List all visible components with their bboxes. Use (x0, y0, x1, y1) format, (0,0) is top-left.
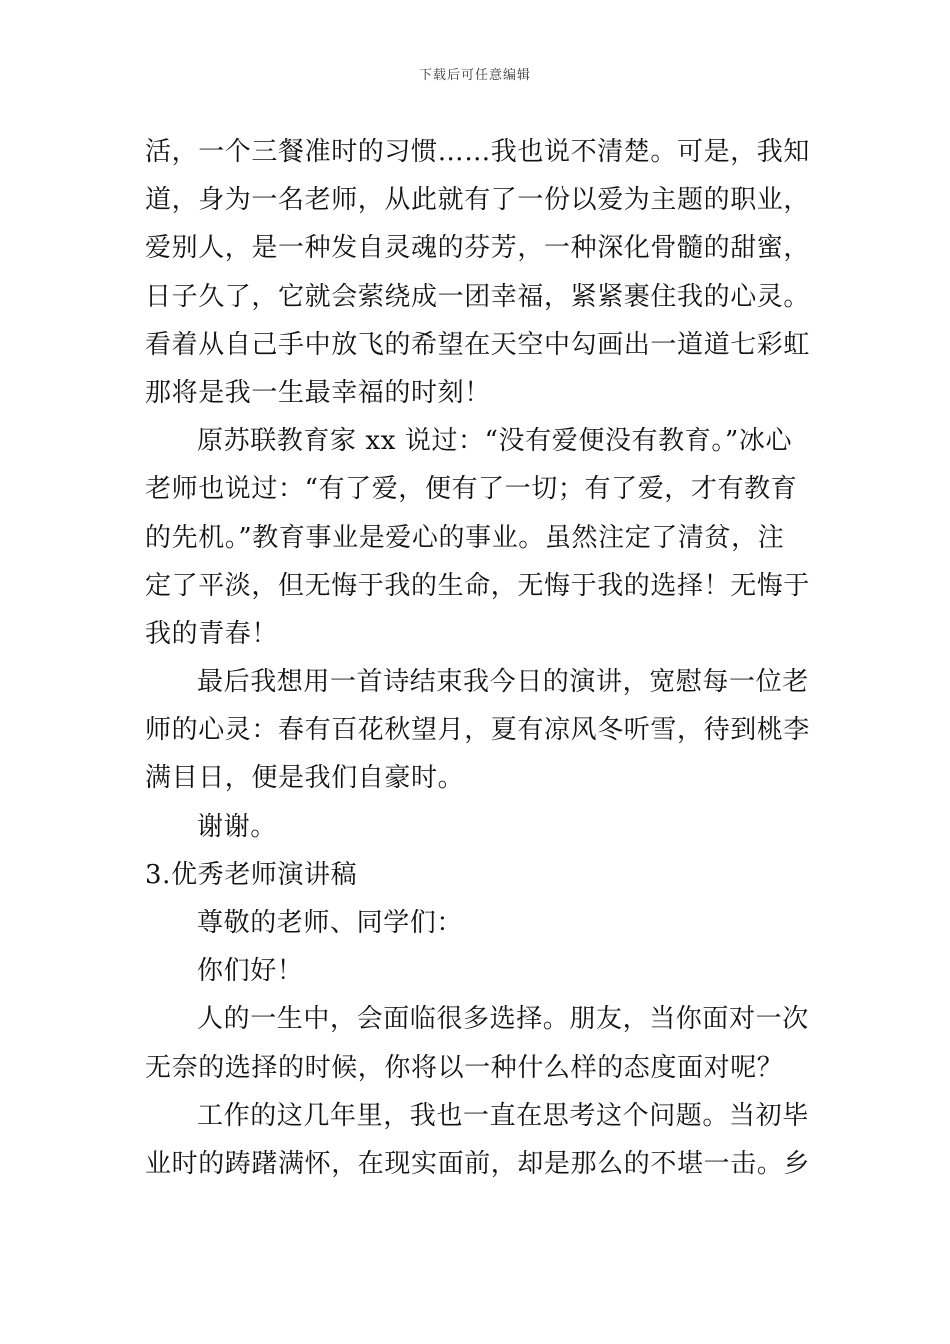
paragraph-start-line: 人的一生中，会面临很多选择。朋友，当你面对一次 (197, 1004, 809, 1035)
text-line: 无奈的选择的时候，你将以一种什么样的态度面对呢？ (145, 1052, 784, 1083)
paragraph-start-line: 最后我想用一首诗结束我今日的演讲，宽慰每一位老 (197, 667, 809, 698)
text-line: 看着从自己手中放飞的希望在天空中勾画出一道道七彩虹 (145, 329, 811, 360)
section-heading: 3.优秀老师演讲稿 (145, 859, 358, 890)
text-line: 活，一个三餐准时的习惯……我也说不清楚。可是，我知 (145, 137, 811, 167)
text-line: 定了平淡，但无悔于我的生命，无悔于我的选择！无悔于 (145, 570, 811, 601)
paragraph-start-line: 工作的这几年里，我也一直在思考这个问题。当初毕 (197, 1100, 809, 1131)
closing-line: 谢谢。 (197, 811, 277, 842)
text-line: 业时的踌躇满怀，在现实面前，却是那么的不堪一击。乡 (145, 1148, 811, 1179)
text-line: 日子久了，它就会萦绕成一团幸福，紧紧裹住我的心灵。 (145, 281, 811, 312)
greeting-line: 你们好！ (197, 956, 304, 987)
text-line: 爱别人，是一种发自灵魂的芬芳，一种深化骨髓的甜蜜， (145, 233, 811, 264)
page-header: 下载后可任意编辑 (418, 68, 531, 83)
paragraph-start-line: 原苏联教育家 xx 说过：“没有爱便没有教育。”冰心 (197, 426, 793, 457)
document-body (145, 128, 815, 1188)
text-line: 师的心灵：春有百花秋望月，夏有凉风冬听雪，待到桃李 (145, 715, 811, 746)
text-line: 的先机。”教育事业是爱心的事业。虽然注定了清贫，注 (145, 522, 785, 553)
text-line: 我的青春！ (145, 618, 279, 649)
salutation-line: 尊敬的老师、同学们： (197, 908, 464, 938)
text-line: 道，身为一名老师，从此就有了一份以爱为主题的职业， (145, 185, 811, 216)
text-line: 满目日，便是我们自豪时。 (145, 763, 465, 794)
text-line: 老师也说过：“有了爱，便有了一切；有了爱，才有教育 (145, 474, 798, 505)
text-line: 那将是我一生最幸福的时刻！ (145, 377, 491, 408)
